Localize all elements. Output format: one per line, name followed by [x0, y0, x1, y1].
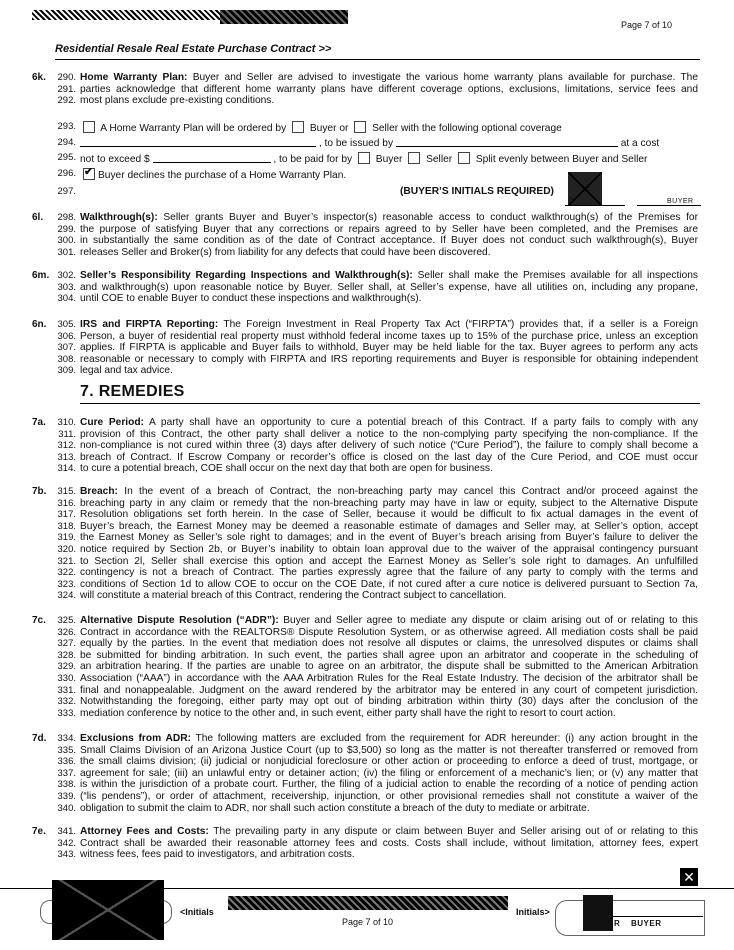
text-line — [0, 342, 734, 354]
line-text: in substantially the same condition as of the date of Contract acceptance. If Buyer does not conduct such walkthrough(s), Buyer — [80, 235, 698, 247]
section-title: 7. REMEDIES — [80, 383, 185, 400]
text-line — [0, 354, 734, 366]
form-line-293 — [0, 121, 734, 133]
line-number: 303. — [57, 281, 76, 293]
line-number: 311. — [58, 428, 76, 440]
field-label: at a cost — [620, 138, 660, 149]
line-number: 307. — [57, 342, 76, 354]
checkbox-split-evenly[interactable] — [458, 152, 470, 164]
line-text: to cure a potential breach, COE shall occur on the next day that both are open for business. — [80, 463, 493, 475]
line-number: 309. — [57, 365, 76, 377]
line-text: notice required by Section 2b, or Buyer’s inability to obtain loan approval due to the waiver of the appraisal contingency pursuant — [80, 544, 698, 555]
redacted-signature — [52, 880, 164, 940]
line-number: 334. — [57, 733, 76, 744]
line-number: 298. — [57, 212, 76, 223]
section-label: 7c. — [32, 615, 46, 626]
line-text: to Section 2l, Seller shall exercise this option and accept the Earnest Money as Seller’s sole right to damages. An unfulfilled — [80, 555, 698, 567]
line-number: 321. — [57, 555, 76, 567]
line-number: 318. — [57, 520, 76, 532]
option-label: Buyer — [375, 154, 403, 165]
line-text: Contract shall be awarded their reasonable attorney fees and costs. Costs shall include, without limitation, attorney fees, expert — [80, 837, 698, 849]
section-label: 7b. — [32, 486, 47, 497]
text-line — [0, 532, 734, 544]
text-line — [0, 247, 734, 259]
line-number: 333. — [57, 707, 76, 719]
initials-label-left: <Initials — [180, 907, 214, 917]
line-number: 302. — [57, 270, 76, 281]
line-text: legal and tax advice. — [80, 365, 173, 377]
line-number: 342. — [57, 837, 76, 849]
line-number: 335. — [57, 744, 76, 756]
checkbox-paid-by-seller[interactable] — [408, 152, 420, 164]
line-number: 292. — [57, 95, 76, 107]
line-text: IRS and FIRPTA Reporting: The Foreign Investment in Real Property Tax Act (“FIRPTA”) provides that, if a seller is a Foreign — [80, 319, 698, 330]
initials-label: R — [614, 919, 620, 928]
section-label: 7d. — [32, 733, 47, 744]
line-number: 297. — [57, 186, 76, 197]
line-text: Exclusions from ADR: The following matters are excluded from the requirement for ADR hereunder: (i) any action brought in the — [80, 733, 698, 744]
line-number: 317. — [57, 509, 76, 521]
text-line — [0, 661, 734, 673]
text-line — [0, 463, 734, 475]
line-text: and walkthrough(s) upon reasonable notice by Buyer. Seller shall, at Seller’s expense, have all utilities on, including any propane, — [80, 281, 698, 293]
line-text: Breach: In the event of a breach of Contract, the non-breaching party may cancel this Contract and/or proceed against the — [80, 486, 698, 497]
line-number: 293. — [57, 121, 76, 132]
line-number: 326. — [57, 626, 76, 638]
line-number: 310. — [57, 417, 76, 428]
text-line — [0, 791, 734, 803]
field-label: , to be issued by — [318, 138, 394, 149]
line-text: will constitute a material breach of this Contract, rendering the Contract subject to cancellation. — [80, 590, 507, 602]
line-number: 291. — [57, 83, 76, 95]
text-line — [0, 673, 734, 685]
text-line — [0, 838, 734, 850]
footer-page-number: Page 7 of 10 — [342, 917, 394, 927]
text-line — [0, 768, 734, 780]
initials-label-right: Initials> — [516, 907, 550, 917]
text-line — [0, 708, 734, 720]
divider — [80, 403, 700, 404]
line-text: witness fees, fees paid to investigators, and arbitration costs. — [80, 849, 355, 861]
line-number: 341. — [57, 826, 76, 837]
text-line — [0, 756, 734, 768]
line-text: mediation conference by notice to the other and, in such event, either party shall have the right to resort to court action. — [80, 707, 616, 719]
text-line — [0, 556, 734, 568]
text-line — [0, 224, 734, 236]
field-label: , to be paid for by — [273, 154, 353, 165]
text-line — [0, 440, 734, 452]
close-icon: ✕ — [680, 868, 698, 886]
text-line — [0, 544, 734, 556]
redacted-bar — [220, 10, 348, 24]
checkbox-buyer-declines[interactable] — [83, 168, 95, 180]
line-number: 306. — [57, 330, 76, 342]
option-label: Seller — [426, 154, 453, 165]
text-line — [0, 650, 734, 662]
text-line — [0, 567, 734, 579]
line-number: 305. — [57, 319, 76, 330]
line-number: 325. — [57, 615, 76, 626]
line-text: final and nonappealable. Judgment on the award rendered by the arbitrator may be entered in any court of competent jurisdiction. — [80, 684, 698, 696]
text-line — [0, 745, 734, 757]
line-text: Contract in accordance with the REALTORS® Dispute Resolution System, or as otherwise agreed. All mediation costs shall be paid — [80, 626, 698, 638]
text-line — [0, 365, 734, 377]
text-line — [0, 212, 734, 224]
initials-required-label: (BUYER’S INITIALS REQUIRED) — [400, 186, 554, 197]
line-text: provision of this Contract, the other party shall deliver a notice to the non-complying party specifying the non-compliance. If the — [80, 428, 698, 440]
line-number: 308. — [57, 353, 76, 365]
line-text: conditions of Section 1d to allow COE to occur on the COE Date, if not cured after a cure notice is delivered pursuant to Section 7a, — [80, 578, 698, 590]
line-text: an arbitration hearing. If the parties are unable to agree on an arbitrator, the dispute shall be submitted to the American Arbitration — [80, 661, 698, 673]
line-number: 330. — [57, 673, 76, 684]
text-line — [0, 826, 734, 838]
initials-label: B — [569, 197, 574, 204]
line-text: (“lis pendens”), or order of attachment, receivership, injunction, or other provisional remedies shall not constitute a waiver of the — [80, 791, 698, 802]
line-number: 343. — [57, 849, 76, 861]
line-number: 337. — [57, 767, 76, 779]
option-label: Seller with the following optional coverage — [372, 123, 562, 134]
line-text: Cure Period: A party shall have an opportunity to cure a potential breach of this Contract. If a party fails to comply with any — [80, 417, 698, 428]
text-line — [0, 293, 734, 305]
line-text: obligation to submit the claim to ADR, nor shall such action constitute a breach of the duty to mediate or arbitrate. — [80, 802, 590, 814]
text-line — [0, 521, 734, 533]
line-text: contingency is not a breach of Contract. The parties expressly agree that the failure of any party to comply with the terms and — [80, 567, 698, 579]
form-line-294 — [0, 137, 734, 149]
initials-field-right[interactable] — [555, 900, 705, 936]
text-line — [0, 779, 734, 791]
line-text: releases Seller and Broker(s) from liability for any defects that could have been discovered. — [80, 246, 491, 258]
line-text: Small Claims Division of an Arizona Justice Court (up to $3,500) so long as the matter is not thereafter transferred or removed from — [80, 744, 698, 756]
page-number: Page 7 of 10 — [620, 20, 672, 30]
line-text: breaching party in any claim or remedy that the non-breaching party may have in law or equity, subject to the Alternative Dispute — [80, 497, 698, 509]
line-text: the small claims division; (ii) judicial or nonjudicial foreclosure or other action or proceeding to enforce a deed of trust, mortgage, or — [80, 756, 698, 768]
line-number: 327. — [57, 638, 76, 650]
line-number: 340. — [57, 802, 76, 814]
line-text: Resolution obligations set forth herein. In the case of Seller, because it would be difficult to fix actual damages in the event of — [80, 509, 698, 521]
section-label: 6l. — [32, 212, 44, 223]
text-line — [0, 417, 734, 429]
issuer-field[interactable] — [396, 137, 618, 147]
line-text: Attorney Fees and Costs: The prevailing party in any dispute or claim between Buyer and Seller arising out of or relating to this — [80, 826, 698, 837]
redacted-signature — [583, 895, 613, 931]
line-text: Walkthrough(s): Seller grants Buyer and Buyer’s inspector(s) reasonable access to conduct walkthrough(s) of the Premises for — [80, 212, 698, 223]
text-line — [0, 95, 734, 107]
line-text: the purpose of satisfying Buyer that any corrections or repairs agreed to by Seller have been completed, and the Premises are — [80, 223, 698, 235]
line-text: non-compliance is not cured within three (3) days after delivery of such notice (“Cure Period”), the failure to comply shall become a — [80, 440, 698, 452]
checkbox-home-warranty[interactable] — [83, 121, 95, 133]
text-line — [0, 429, 734, 441]
text-line — [0, 282, 734, 294]
line-text: is within the jurisdiction of a probate court. Further, the filing of a judicial action to enable the recording of a notice of pending action — [80, 779, 698, 791]
divider — [55, 59, 700, 60]
line-number: 295. — [57, 152, 76, 163]
line-text: Notwithstanding the foregoing, either party may opt out of binding arbitration within thirty (30) days after the conclusion of the — [80, 696, 698, 708]
text-line — [0, 84, 734, 96]
checkbox-paid-by-buyer[interactable] — [358, 152, 370, 164]
line-text: Buyer’s breach, the Earnest Money may be deemed a reasonable estimate of damages and Seller may, at Seller’s option, accept — [80, 520, 698, 532]
option-label: Buyer or — [309, 123, 349, 134]
line-text: equally by the parties. In the event that mediation does not resolve all disputes or claims, the unresolved disputes or claims shall — [80, 638, 698, 650]
line-number: 296. — [57, 168, 76, 179]
redacted-bar — [32, 10, 220, 20]
section-label: 7e. — [32, 826, 46, 837]
line-number: 328. — [57, 649, 76, 661]
line-number: 301. — [57, 246, 76, 258]
text-line — [0, 627, 734, 639]
option-label: Split evenly between Buyer and Seller — [475, 154, 648, 165]
checkbox-ordered-by-seller[interactable] — [354, 121, 366, 133]
line-text: Seller’s Responsibility Regarding Inspections and Walkthrough(s): Seller shall make the Premises available for all inspections — [80, 270, 698, 281]
line-number: 331. — [57, 684, 76, 696]
line-number: 314. — [57, 463, 76, 475]
initials-label: BUYER — [631, 919, 662, 928]
field-label: not to exceed $ — [80, 154, 150, 165]
line-number: 299. — [57, 223, 76, 235]
text-line — [0, 331, 734, 343]
line-number: 316. — [57, 497, 76, 509]
line-number: 319. — [57, 532, 76, 544]
text-line — [0, 235, 734, 247]
line-text: be submitted for binding arbitration. In such event, the parties shall agree upon an arbitrator and cooperate in the scheduling of — [80, 649, 698, 661]
line-number: 332. — [57, 696, 76, 708]
line-number: 322. — [57, 567, 76, 579]
text-line — [0, 733, 734, 745]
checkbox-ordered-by-buyer[interactable] — [292, 121, 304, 133]
line-number: 315. — [57, 486, 76, 497]
line-number: 320. — [57, 544, 76, 555]
text-line — [0, 696, 734, 708]
line-number: 304. — [57, 293, 76, 305]
line-text: reasonable or necessary to comply with FIRPTA and IRS reporting requirements and Buyer is responsible for obtaining independent — [80, 353, 698, 365]
text-line — [0, 615, 734, 627]
line-text: breach of Contract. If Escrow Company or recorder’s office is closed on the last day of the Cure Period, and COE must occur — [80, 451, 698, 463]
text-line — [0, 509, 734, 521]
line-text: parties acknowledge that different home warranty plans have different coverage options, exclusions, limitations, service fees and — [80, 83, 698, 95]
text-line — [0, 319, 734, 331]
text-line — [0, 638, 734, 650]
text-line — [0, 849, 734, 861]
line-number: 290. — [57, 72, 76, 83]
line-number: 300. — [57, 235, 76, 247]
option-label: A Home Warranty Plan will be ordered by — [100, 123, 287, 134]
page-header: Residential Resale Real Estate Purchase Contract >> — [55, 43, 332, 55]
line-number: 329. — [57, 661, 76, 673]
option-label: Buyer declines the purchase of a Home Warranty Plan. — [98, 170, 347, 181]
line-text: Home Warranty Plan: Buyer and Seller are advised to investigate the various home warranty plans available for purchase. The — [80, 72, 698, 83]
text-line — [0, 685, 734, 697]
text-line — [0, 452, 734, 464]
text-line — [0, 803, 734, 815]
text-line — [0, 579, 734, 591]
line-number: 324. — [57, 590, 76, 602]
line-text: applies. If FIRPTA is applicable and Buyer fails to withhold, Buyer may be held liable for the tax. Buyer agrees to perform any acts — [80, 342, 698, 354]
text-line — [0, 590, 734, 602]
line-number: 312. — [57, 440, 76, 452]
line-number: 294. — [57, 137, 76, 148]
cost-field[interactable] — [153, 153, 271, 163]
form-line-295 — [0, 152, 734, 164]
section-label: 6m. — [32, 270, 50, 281]
line-text: agreement for sale; (iii) an unlawful entry or detainer action; (iv) the filing or enforcement of a mechanic’s lien; or (v) any matter that — [80, 767, 698, 779]
signature-line — [565, 205, 625, 206]
coverage-field[interactable] — [80, 137, 316, 147]
text-line — [0, 486, 734, 498]
line-number: 339. — [57, 791, 76, 802]
line-number: 323. — [57, 578, 76, 590]
line-text: Person, a buyer of residential real property must withhold federal income taxes up to 15% of the purchase price, unless an exception — [80, 330, 698, 342]
section-label: 7a. — [32, 417, 46, 428]
line-text: Alternative Dispute Resolution (“ADR”): Buyer and Seller agree to mediate any dispute or claim arising out of or relating to this — [80, 615, 698, 626]
line-text: Association (“AAA”) in accordance with the AAA Arbitration Rules for the Real Estate Industry. The decision of the arbitrator shall be — [80, 673, 698, 684]
text-line — [0, 72, 734, 84]
text-line — [0, 270, 734, 282]
section-label: 6k. — [32, 72, 46, 83]
line-number: 338. — [57, 779, 76, 791]
initials-label: BUYER — [667, 198, 694, 205]
line-text: the Earnest Money as Seller’s sole right to damages; and in the event of Buyer’s breach arising from Buyer’s failure to deliver the — [80, 532, 698, 544]
signature-line — [637, 205, 701, 206]
section-label: 6n. — [32, 319, 47, 330]
line-text: until COE to enable Buyer to conduct these inspections and walkthrough(s). — [80, 293, 422, 305]
text-line — [0, 498, 734, 510]
line-number: 336. — [57, 756, 76, 768]
line-text: most plans exclude pre-existing conditions. — [80, 95, 275, 107]
redacted-bar — [228, 896, 508, 910]
line-number: 313. — [57, 451, 76, 463]
buyer-initials[interactable] — [565, 172, 705, 210]
